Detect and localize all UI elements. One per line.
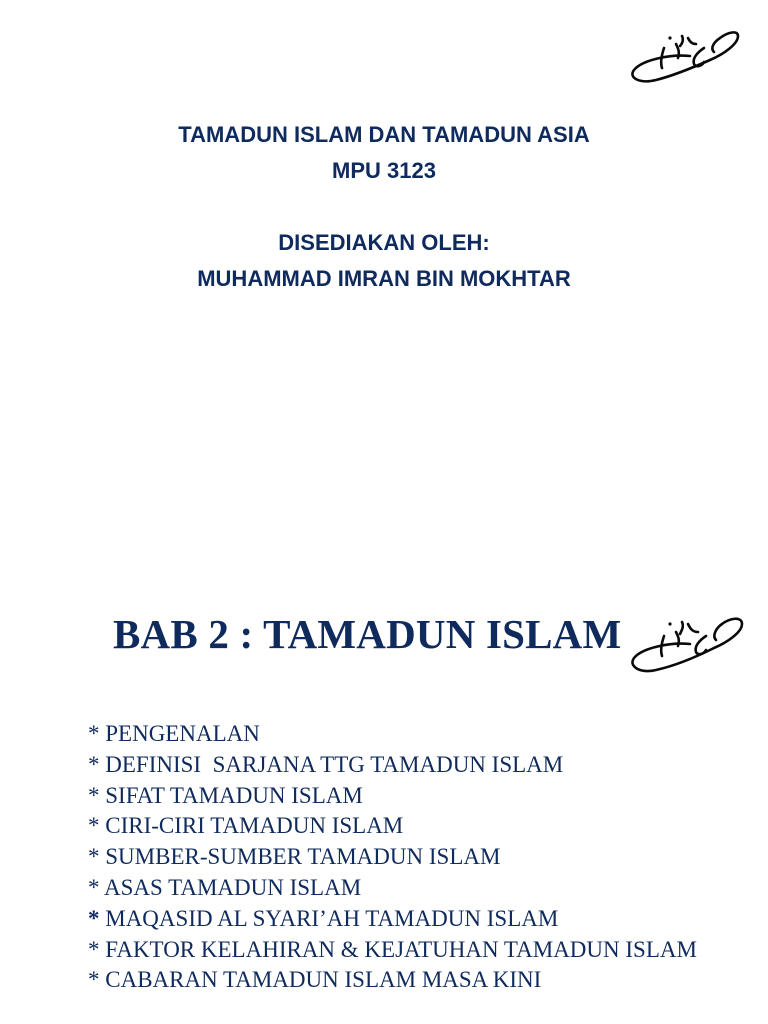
bullet: *	[88, 721, 100, 746]
topic-label: DEFINISI SARJANA TTG TAMADUN ISLAM	[105, 751, 564, 777]
topic-label: SUMBER-SUMBER TAMADUN ISLAM	[105, 844, 501, 870]
bullet: *	[88, 967, 100, 993]
bullet: *	[88, 936, 100, 962]
topic-label: CABARAN TAMADUN ISLAM MASA KINI	[105, 967, 542, 993]
bullet: *	[88, 813, 100, 839]
list-item	[88, 842, 708, 873]
list-item	[88, 873, 708, 904]
topic-list	[88, 719, 708, 996]
bullet: *	[88, 782, 100, 808]
topic-label: FAKTOR KELAHIRAN & KEJATUHAN TAMADUN ISLAM	[105, 936, 697, 962]
list-item	[88, 965, 708, 996]
bullet: *	[88, 751, 100, 777]
list-item	[88, 935, 708, 966]
topic-label: PENGENALAN	[105, 721, 260, 746]
bullet: *	[88, 874, 100, 900]
bullet: *	[88, 905, 100, 931]
topic-label: MAQASID AL SYARI’AH TAMADUN ISLAM	[105, 905, 559, 931]
list-item	[88, 750, 708, 781]
author-name: MUHAMMAD IMRAN BIN MOKHTAR	[197, 266, 571, 291]
prepared-by	[0, 225, 768, 297]
topic-label: ASAS TAMADUN ISLAM	[103, 874, 362, 900]
chapter-slide	[0, 512, 768, 1024]
topic-label: CIRI-CIRI TAMADUN ISLAM	[105, 813, 404, 839]
course-code: MPU 3123	[332, 158, 436, 183]
list-item	[88, 811, 708, 842]
list-item	[88, 781, 708, 812]
list-item	[88, 719, 708, 750]
bullet: *	[88, 844, 100, 870]
chapter-heading: BAB 2 : TAMADUN ISLAM	[113, 611, 622, 657]
course-title	[0, 117, 768, 189]
calligraphy-icon	[620, 600, 752, 686]
course-name: TAMADUN ISLAM DAN TAMADUN ASIA	[178, 122, 590, 147]
topic-label: SIFAT TAMADUN ISLAM	[105, 782, 363, 808]
list-item	[88, 904, 708, 935]
prepared-by-label: DISEDIAKAN OLEH:	[278, 230, 490, 255]
calligraphy-icon	[618, 14, 750, 96]
